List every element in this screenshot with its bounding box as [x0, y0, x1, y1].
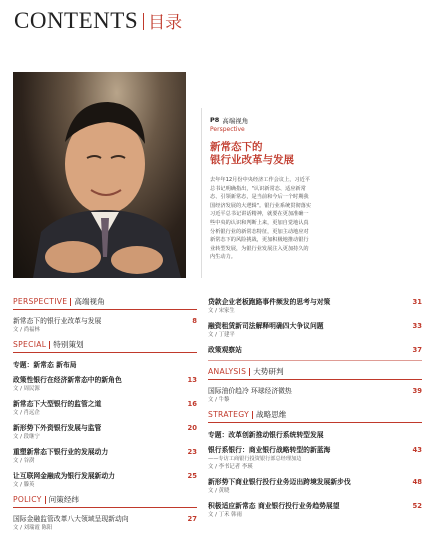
toc-entry[interactable]	[13, 317, 197, 334]
toc-entry-author: 文 / 尚福林	[13, 327, 40, 333]
section-name-en: SPECIAL	[13, 340, 47, 349]
toc-entry-title: 新常态下大型银行的监管之道	[13, 400, 102, 408]
contents-title-zh: 目录	[148, 13, 183, 33]
toc-entry[interactable]	[13, 448, 197, 465]
feature-section-zh: 高端视角	[222, 117, 249, 125]
toc-entry[interactable]	[208, 502, 422, 519]
section-header	[13, 295, 197, 308]
feature-page-label	[210, 116, 427, 125]
toc-entry-page-number: 52	[412, 502, 422, 510]
toc-entry-title: 积极适应新常态 商业银行投行业务趋势展望	[208, 502, 340, 510]
section-name-zh: 特别策划	[53, 340, 84, 349]
section-name-en: POLICY	[13, 495, 42, 504]
section-name-divider	[249, 368, 250, 376]
section-name-divider	[45, 496, 46, 504]
toc-entry-author: 文 / 黄晓	[208, 488, 230, 494]
section-rule	[208, 422, 422, 423]
toc-entry-page-number: 43	[412, 446, 422, 454]
toc-entry-title: 重塑新常态下银行业的发展动力	[13, 448, 109, 456]
section-name-zh: 大势研判	[253, 367, 284, 376]
toc-entry[interactable]	[208, 387, 422, 404]
section-header	[13, 493, 197, 506]
contents-header	[14, 8, 182, 34]
toc-entry[interactable]	[208, 346, 422, 355]
section-name-en: ANALYSIS	[208, 367, 247, 376]
toc-entry-title: 让互联网金融成为银行发展新动力	[13, 472, 115, 480]
feature-title[interactable]	[210, 141, 427, 167]
toc-entry[interactable]	[208, 446, 422, 471]
toc-entry[interactable]	[13, 472, 197, 489]
feature-body-text: 去年年12月份中央经济工作会议上，习近平总书记明确指出，"认识新常态、适应新常态、引领新常态，是当前和今后一个时期我国经济发展的大逻辑"。银行业系统贯彻落实习近平总书记讲话精神，就要在更加准确一些中央的认识和判断上来，更加自觉地认真分析银行业的新常态特征，更加主动地应对新常态下的风险挑战，更加积极地推动银行业转型发展，为银行业发展注入更加持久的内生动力。	[210, 177, 311, 261]
section-name-zh: 高端视角	[74, 297, 105, 306]
toc-entry-title: 融资租赁新司法解释明确四大争议问题	[208, 322, 324, 330]
toc-entry-title: 新形势下外资银行发展与监管	[13, 424, 102, 432]
toc-entry-page-number: 31	[412, 298, 422, 306]
toc-entry-title: 国际金融监管改革八大领域呈现新动向	[13, 515, 129, 523]
toc-entry-page-number: 39	[412, 387, 422, 395]
toc-entry-title: 银行系银行：商业银行战略转型的新蓝海	[208, 446, 331, 454]
section-topic: 专题：改革创新推动银行系统转型发展	[208, 431, 324, 439]
toc-entry[interactable]	[208, 322, 422, 339]
toc-entry-title: 国际油价趋冷 环球经济微热	[208, 387, 292, 395]
section-name-divider	[252, 411, 253, 419]
toc-entry[interactable]	[13, 376, 197, 393]
toc-entry-author: 文 / 谷澍	[13, 458, 35, 464]
section-name-zh: 战略思维	[256, 410, 287, 419]
toc-entry-author: 文 / 段继宁	[13, 434, 40, 440]
toc-right-column	[208, 291, 422, 519]
title-separator	[143, 13, 144, 30]
section-name-en: PERSPECTIVE	[13, 297, 68, 306]
feature-section-en: Perspective	[210, 126, 245, 133]
toc-entry-title: 政策观察站	[208, 346, 242, 354]
toc-entry[interactable]	[208, 478, 422, 495]
toc-entry-page-number: 23	[187, 448, 197, 456]
toc-entry-title: 贷款企业老板跑路事件频发的思考与对策	[208, 298, 331, 306]
toc-entry-title: 新常态下的银行业改革与发展	[13, 317, 102, 325]
section-name-zh: 问策经纬	[48, 495, 80, 504]
section-rule	[13, 352, 197, 353]
toc-entry-author: 文 / 周民源	[13, 386, 40, 392]
section-name-divider	[49, 341, 50, 349]
toc-entry-author: 文 / 丁禾 韩雨	[208, 512, 242, 518]
feature-page-number: P8	[210, 116, 220, 124]
contents-title-en: CONTENTS	[14, 8, 139, 33]
section-name-divider	[70, 298, 71, 306]
toc-entry[interactable]	[13, 515, 197, 532]
toc-left-column	[13, 291, 197, 532]
toc-entry-page-number: 25	[187, 472, 197, 480]
toc-entry[interactable]	[208, 298, 422, 315]
section-rule	[208, 379, 422, 380]
toc-entry-page-number: 48	[412, 478, 422, 486]
section-name-en: STRATEGY	[208, 410, 250, 419]
toc-entry-page-number: 20	[187, 424, 197, 432]
section-topic: 专题：新常态 新布局	[13, 361, 77, 369]
toc-entry-author: 文 / 丁建平	[208, 332, 235, 338]
section-header	[208, 408, 422, 421]
feature-article-summary	[201, 108, 427, 278]
right-column-divider	[208, 360, 422, 361]
toc-entry-page-number: 13	[187, 376, 197, 384]
section-rule	[13, 507, 197, 508]
cover-portrait-photo	[13, 72, 186, 278]
toc-entry-page-number: 8	[192, 317, 197, 325]
toc-entry-author: 文 / 宋家生	[208, 308, 235, 314]
toc-entry-page-number: 27	[187, 515, 197, 523]
toc-entry-page-number: 33	[412, 322, 422, 330]
section-header	[13, 338, 197, 351]
section-header	[208, 365, 422, 378]
toc-entry-title: 新形势下商业银行投行业务迈出跨境发展新步伐	[208, 478, 351, 486]
toc-entry-author: 文 / 牛黎	[208, 397, 230, 403]
toc-entry[interactable]	[13, 424, 197, 441]
toc-entry-title: 政策性银行在经济新常态中的新角色	[13, 376, 122, 384]
portrait-illustration	[13, 72, 186, 278]
toc-entry-author: 文 / 李书记者 李瑛	[208, 464, 253, 470]
toc-entry-subtitle: ——专访工商银行投资银行部总经理加边	[208, 456, 302, 462]
toc-entry-author: 文 / 滕英	[13, 482, 35, 488]
feature-title-line2: 银行业改革与发展	[210, 154, 294, 166]
toc-entry-page-number: 16	[187, 400, 197, 408]
toc-entry-author: 文 / 刘瑞霞 陈阳	[13, 525, 53, 531]
toc-entry[interactable]	[13, 400, 197, 417]
toc-entry-author: 文 / 肖远企	[13, 410, 40, 416]
section-rule	[13, 309, 197, 310]
toc-entry-page-number: 37	[412, 346, 422, 354]
feature-title-line1: 新常态下的	[210, 141, 263, 153]
